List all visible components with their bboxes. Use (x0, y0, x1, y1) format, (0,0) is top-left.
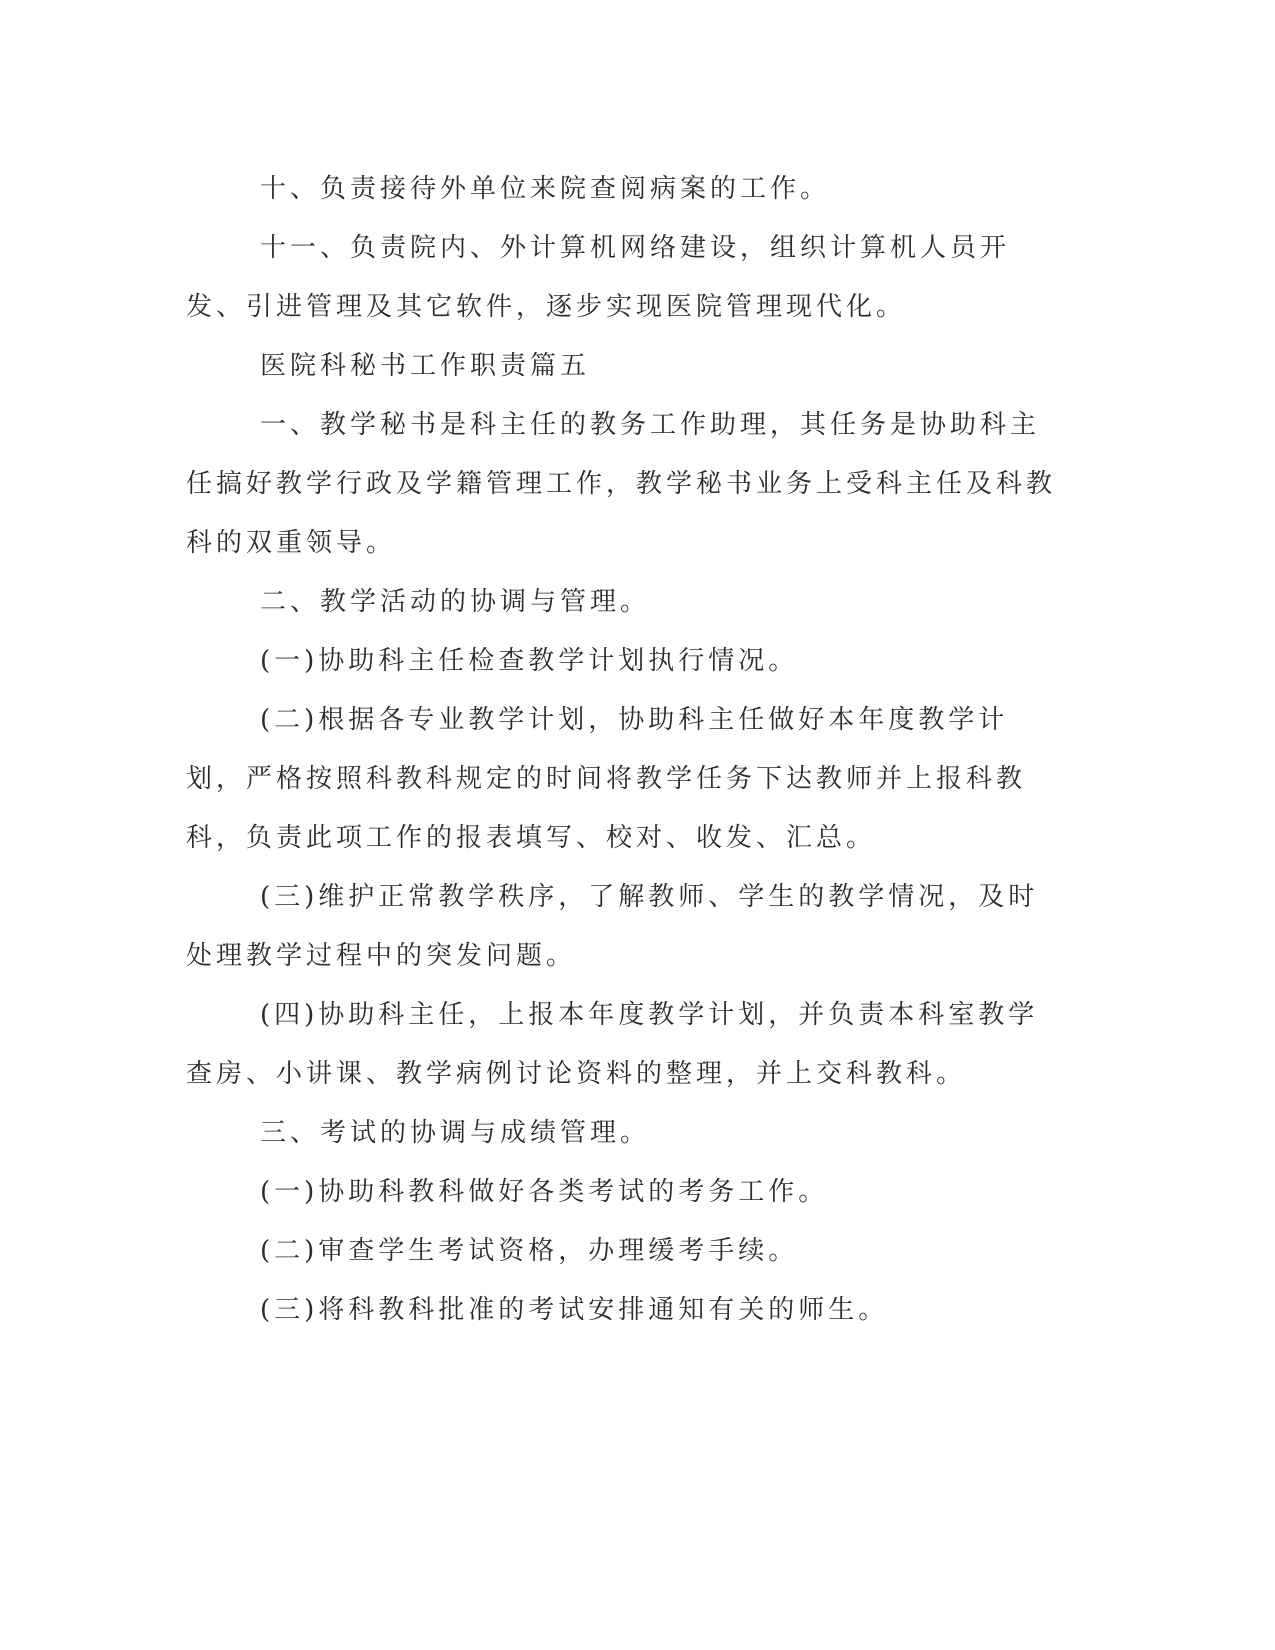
paragraph-item-1: 一、教学秘书是科主任的教务工作助理，其任务是协助科主任搞好教学行政及学籍管理工作，教学秘书业务上受科主任及科教科的双重领导。 (186, 410, 1057, 558)
paragraph-item-11: 十一、负责院内、外计算机网络建设，组织计算机人员开发、引进管理及其它软件，逐步实现医院管理现代化。 (186, 233, 1011, 322)
paragraph-item-10: 十、负责接待外单位来院查阅病案的工作。 (260, 174, 831, 204)
paragraph-item-3: 三、考试的协调与成绩管理。 (260, 1118, 651, 1148)
section-heading: 医院科秘书工作职责篇五 (260, 351, 591, 381)
paragraph-subitem-3-3: (三)将科教科批准的考试安排通知有关的师生。 (260, 1295, 889, 1325)
paragraph-subitem-2-1: (一)协助科主任检查教学计划执行情况。 (260, 646, 799, 676)
paragraph-subitem-2-4: (四)协助科主任，上报本年度教学计划，并负责本科室教学查房、小讲课、教学病例讨论资料的整理，并上交科教科。 (186, 1000, 1039, 1089)
paragraph-subitem-2-2: (二)根据各专业教学计划，协助科主任做好本年度教学计划，严格按照科教科规定的时间将教学任务下达教师并上报科教科，负责此项工作的报表填写、校对、收发、汇总。 (186, 705, 1027, 853)
paragraph-subitem-3-2: (二)审查学生考试资格，办理缓考手续。 (260, 1236, 799, 1266)
paragraph-subitem-2-3: (三)维护正常教学秩序，了解教师、学生的教学情况，及时处理教学过程中的突发问题。 (186, 882, 1039, 971)
paragraph-item-2: 二、教学活动的协调与管理。 (260, 587, 651, 617)
document-body (186, 160, 1066, 1340)
paragraph-subitem-3-1: (一)协助科教科做好各类考试的考务工作。 (260, 1177, 829, 1207)
